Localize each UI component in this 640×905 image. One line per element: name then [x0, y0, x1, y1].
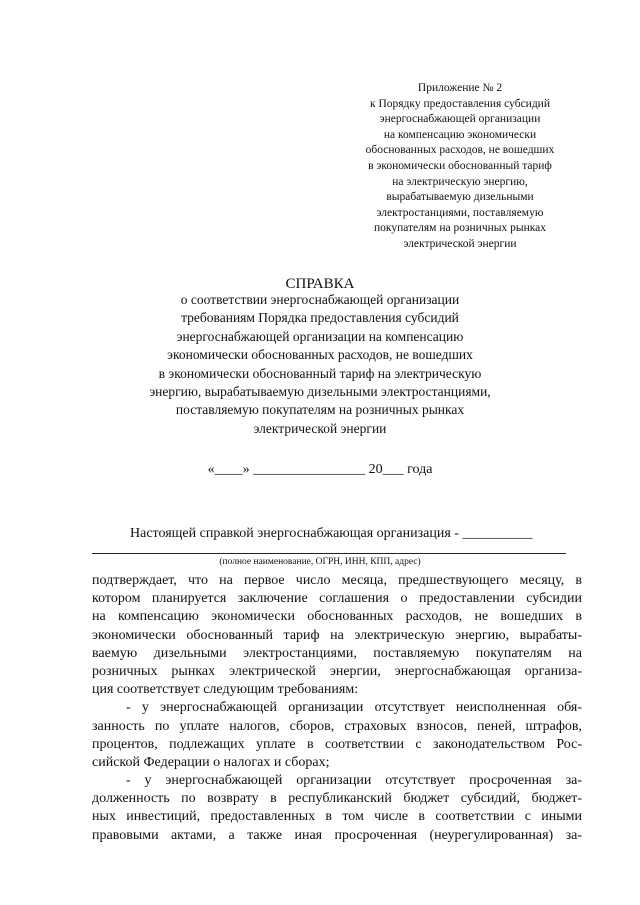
- body-line: ных инвестиций, предоставленных в том числе в соответствии с иными: [92, 809, 582, 825]
- body-line: экономически обоснованный тариф на электрическую энергию, вырабаты-: [92, 627, 582, 643]
- appendix-line: вырабатываемую дизельными: [386, 191, 534, 204]
- appendix-line: энергоснабжающей организации: [379, 113, 541, 126]
- subject-line: поставляемую покупателям на розничных рынках: [175, 402, 465, 418]
- document-subject: [0, 291, 640, 438]
- body-line: долженность по возврату в республиканский бюджет субсидий, бюджет-: [92, 791, 582, 807]
- body-line: правовыми актами, а также иная просроченная (неурегулированная) за-: [92, 827, 582, 843]
- body-line: - у энергоснабжающей организации отсутствует просроченная за-: [126, 773, 582, 789]
- appendix-line: в экономически обоснованный тариф: [368, 159, 552, 172]
- appendix-line: на электрическую энергию,: [392, 175, 528, 188]
- body-line: ция соответствует следующим требованиям:: [92, 682, 359, 698]
- appendix-block: [340, 81, 580, 253]
- body-line: сийской Федерации о налогах и сборах;: [92, 754, 330, 770]
- body-line: на компенсацию экономически обоснованных расходов, не вошедших в: [92, 609, 582, 625]
- date-line: «____» ________________ 20___ года: [207, 462, 433, 477]
- subject-line: в экономически обоснованный тариф на электрическую: [158, 365, 482, 381]
- subject-line: требованиям Порядка предоставления субсидий: [181, 310, 459, 326]
- intro-line: Настоящей справкой энергоснабжающая организация - __________: [130, 526, 533, 541]
- appendix-line: обоснованных расходов, не вошедших: [365, 144, 555, 157]
- field-caption: (полное наименование, ОГРН, ИНН, КПП, адрес): [219, 557, 421, 567]
- subject-line: электрической энергии: [253, 420, 387, 436]
- subject-line: о соответствии энергоснабжающей организации: [180, 292, 460, 307]
- subject-line: экономически обоснованных расходов, не вошедших: [167, 347, 473, 363]
- body-line: розничных рынках электрической энергии, энергоснабжающая организа-: [92, 663, 582, 679]
- body-line: процентов, подлежащих уплате в соответствии с законодательством Рос-: [92, 736, 582, 752]
- subject-line: энергию, вырабатываемую дизельными электростанциями,: [149, 384, 491, 400]
- appendix-line: на компенсацию экономически: [383, 128, 537, 141]
- appendix-line: Приложение № 2: [417, 82, 503, 94]
- document-title: СПРАВКА: [285, 276, 355, 292]
- body-line: ваемую дизельными электростанциями, поставляемую покупателям на: [92, 645, 582, 661]
- subject-line: энергоснабжающей организации на компенсацию: [176, 328, 464, 344]
- appendix-line: электрической энергии: [403, 237, 517, 250]
- body-line: - у энергоснабжающей организации отсутствует неисполненная обя-: [126, 700, 582, 716]
- fill-in-rule: [92, 553, 566, 554]
- body-text: [92, 572, 582, 845]
- body-line: занность по уплате налогов, сборов, страховых взносов, пеней, штрафов,: [92, 718, 582, 734]
- appendix-line: электростанциями, поставляемую: [376, 206, 544, 219]
- appendix-line: к Порядку предоставления субсидий: [370, 97, 550, 110]
- appendix-line: покупателям на розничных рынках: [373, 222, 547, 235]
- body-line: подтверждает, что на первое число месяца, предшествующего месяцу, в: [92, 573, 582, 588]
- body-line: котором планируется заключение соглашения о предоставлении субсидии: [92, 591, 582, 607]
